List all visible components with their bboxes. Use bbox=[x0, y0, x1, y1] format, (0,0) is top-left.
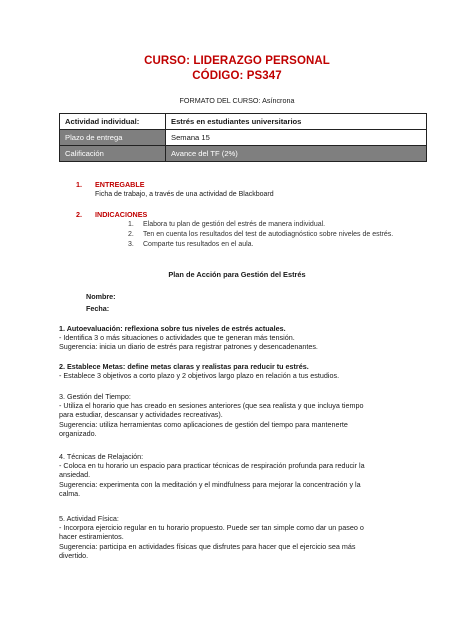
section-title-entregable: ENTREGABLE bbox=[95, 180, 145, 189]
table-value: Semana 15 bbox=[166, 130, 427, 146]
table-value: Estrés en estudiantes universitarios bbox=[166, 114, 427, 130]
step-line: - Coloca en tu horario un espacio para practicar técnicas de respiración profunda para reducir la bbox=[59, 461, 365, 471]
table-value: Avance del TF (2%) bbox=[166, 146, 427, 162]
table-label: Actividad individual: bbox=[60, 114, 166, 130]
list-number: 3. bbox=[128, 241, 134, 248]
plan-step-4 bbox=[59, 452, 419, 498]
plan-step-1 bbox=[59, 324, 419, 352]
fecha-label: Fecha: bbox=[86, 304, 110, 313]
course-code: CÓDIGO: PS347 bbox=[192, 70, 282, 82]
course-format: FORMATO DEL CURSO: Asíncrona bbox=[179, 96, 295, 105]
step-line: ansiedad. bbox=[59, 470, 91, 480]
step-line: Sugerencia: utiliza herramientas como aplicaciones de gestión del tiempo para mantenerte bbox=[59, 419, 348, 429]
step-line: - Utiliza el horario que has creado en sesiones anteriores (que sea realista y que incluya tiempo bbox=[59, 401, 364, 411]
plan-title: Plan de Acción para Gestión del Estrés bbox=[168, 270, 306, 279]
section-number: 2. bbox=[76, 210, 82, 219]
table-row bbox=[60, 130, 427, 146]
step-heading: 3. Gestión del Tiempo: bbox=[59, 392, 131, 401]
section-text: Ficha de trabajo, a través de una actividad de Blackboard bbox=[95, 191, 274, 198]
table-label: Calificación bbox=[60, 146, 166, 162]
info-table bbox=[59, 113, 427, 162]
section-number: 1. bbox=[76, 180, 82, 189]
step-line: para estudiar, descansar y actividades recreativas). bbox=[59, 410, 223, 420]
plan-step-5 bbox=[59, 514, 419, 560]
list-number: 1. bbox=[128, 221, 134, 228]
step-line: divertido. bbox=[59, 550, 89, 560]
step-line: - Incorpora ejercicio regular en tu horario propuesto. Puede ser tan simple como dar un paseo o bbox=[59, 523, 364, 533]
step-heading: 2. Establece Metas: define metas claras y realistas para reducir tu estrés. bbox=[59, 362, 309, 371]
step-line: Sugerencia: participa en actividades físicas que disfrutes para hacer que el ejercicio sea más bbox=[59, 541, 356, 551]
step-line: organizado. bbox=[59, 428, 97, 438]
nombre-label: Nombre: bbox=[86, 292, 116, 301]
step-heading: 1. Autoevaluación: reflexiona sobre tus niveles de estrés actuales. bbox=[59, 324, 286, 333]
list-item: Ten en cuenta los resultados del test de autodiagnóstico sobre niveles de estrés. bbox=[143, 231, 394, 238]
list-number: 2. bbox=[128, 231, 134, 238]
step-heading: 4. Técnicas de Relajación: bbox=[59, 452, 144, 461]
plan-step-3 bbox=[59, 392, 419, 438]
list-item: Elabora tu plan de gestión del estrés de manera individual. bbox=[143, 221, 326, 228]
step-line: Sugerencia: inicia un diario de estrés para registrar patrones y desencadenantes. bbox=[59, 342, 318, 352]
course-title: CURSO: LIDERAZGO PERSONAL bbox=[144, 55, 330, 67]
step-line: hacer estiramientos. bbox=[59, 532, 124, 542]
table-label: Plazo de entrega bbox=[60, 130, 166, 146]
table-row bbox=[60, 114, 427, 130]
step-heading: 5. Actividad Física: bbox=[59, 514, 119, 523]
section-title-indicaciones: INDICACIONES bbox=[95, 210, 148, 219]
step-line: calma. bbox=[59, 488, 81, 498]
step-line: Sugerencia: experimenta con la meditación y el mindfulness para mejorar la concentración y la bbox=[59, 479, 361, 489]
step-line: - Identifica 3 o más situaciones o actividades que te generan más tensión. bbox=[59, 333, 295, 343]
plan-step-2 bbox=[59, 362, 419, 380]
table-row bbox=[60, 146, 427, 162]
step-line: - Establece 3 objetivos a corto plazo y 2 objetivos largo plazo en relación a tus estudios. bbox=[59, 371, 340, 381]
list-item: Comparte tus resultados en el aula. bbox=[143, 241, 254, 248]
